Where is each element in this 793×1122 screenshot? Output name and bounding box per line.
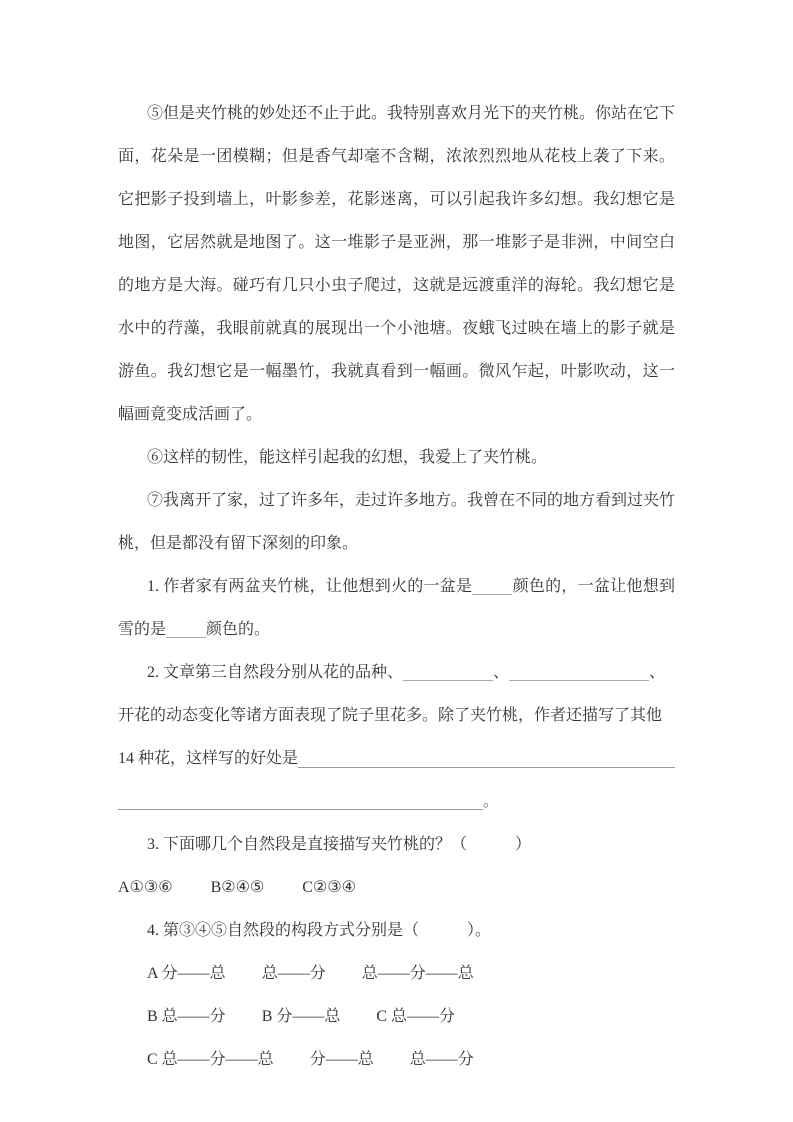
question-4-option-b2[interactable]: B 分——总 — [261, 1008, 341, 1025]
question-2-separator: 、 — [649, 664, 666, 681]
question-3-option-c[interactable]: C②③④ — [302, 879, 356, 896]
question-4-option-a3[interactable]: 总——分——总 — [361, 965, 474, 982]
question-4-option-a2[interactable]: 总——分 — [261, 965, 326, 982]
question-1 — [118, 565, 675, 651]
answer-blank[interactable] — [118, 795, 483, 810]
answer-blank[interactable] — [166, 623, 206, 638]
question-4-option-c2[interactable]: 分——总 — [309, 1051, 374, 1068]
question-3-option-b[interactable]: B②④⑤ — [210, 879, 265, 896]
question-1-text-b: 颜色的，一盆让他想到雪的是 — [118, 578, 675, 638]
question-2-line-4 — [118, 780, 675, 823]
question-1-text-c: 颜色的。 — [206, 621, 271, 638]
answer-blank[interactable] — [298, 737, 675, 768]
question-2-line-1 — [118, 651, 675, 694]
question-4-row-a — [118, 952, 675, 995]
question-4-option-c1[interactable]: C 总——分——总 — [147, 1051, 274, 1068]
passage-paragraph-6: ⑥这样的韧性，能这样引起我的幻想，我爱上了夹竹桃。 — [147, 449, 548, 466]
question-2-line-3 — [118, 737, 675, 780]
question-1-text-a: 1. 作者家有两盆夹竹桃，让他想到火的一盆是 — [147, 578, 473, 595]
question-2-period: 。 — [483, 793, 500, 810]
passage-paragraph-5: ⑤但是夹竹桃的妙处还不止于此。我特别喜欢月光下的夹竹桃。你站在它下面，花朵是一团模糊；但是香气却毫不含糊，浓浓烈烈地从花枝上袭了下来。它把影子投到墙上，叶影参差，花影迷离，可以引起我许多幻想。我幻想它是地图，它居然就是地图了。这一堆影子是亚洲，那一堆影子是非洲，中间空白的地方是大海。碰巧有几只小虫子爬过，这就是远渡重洋的海轮。我幻想它是水中的荇藻，我眼前就真的展现出一个小池塘。夜蛾飞过映在墙上的影子就是游鱼。我幻想它是一幅墨竹，我就真看到一幅画。微风乍起，叶影吹动，这一幅画竟变成活画了。 — [118, 105, 676, 423]
question-4-option-c3[interactable]: 总——分 — [409, 1051, 474, 1068]
question-3-option-a[interactable]: A①③⑥ — [118, 879, 173, 896]
question-4-option-a1[interactable]: A 分——总 — [147, 965, 226, 982]
question-4-prompt: 4. 第③④⑤自然段的构段方式分别是（ ）。 — [147, 922, 492, 939]
question-2-line-2: 开花的动态变化等诸方面表现了院子里花多。除了夹竹桃，作者还描写了其他 — [118, 707, 663, 724]
answer-blank[interactable] — [509, 666, 649, 681]
question-4-row-b — [118, 995, 675, 1038]
passage-paragraph-7: ⑦我离开了家，过了许多年，走过许多地方。我曾在不同的地方看到过夹竹桃，但是都没有留下深刻的印象。 — [118, 492, 676, 552]
question-3-options — [118, 866, 675, 909]
question-4-option-b3[interactable]: C 总——分 — [376, 1008, 456, 1025]
question-4-row-c — [118, 1038, 675, 1081]
question-3-prompt: 3. 下面哪几个自然段是直接描写夹竹桃的？（ ） — [147, 836, 532, 853]
answer-blank[interactable] — [403, 666, 493, 681]
question-2-text-b: 14 种花，这样写的好处是 — [118, 750, 299, 767]
answer-blank[interactable] — [472, 580, 512, 595]
question-2-separator: 、 — [493, 664, 510, 681]
question-4-option-b1[interactable]: B 总——分 — [147, 1008, 226, 1025]
question-2-text-a: 2. 文章第三自然段分别从花的品种、 — [147, 664, 404, 681]
